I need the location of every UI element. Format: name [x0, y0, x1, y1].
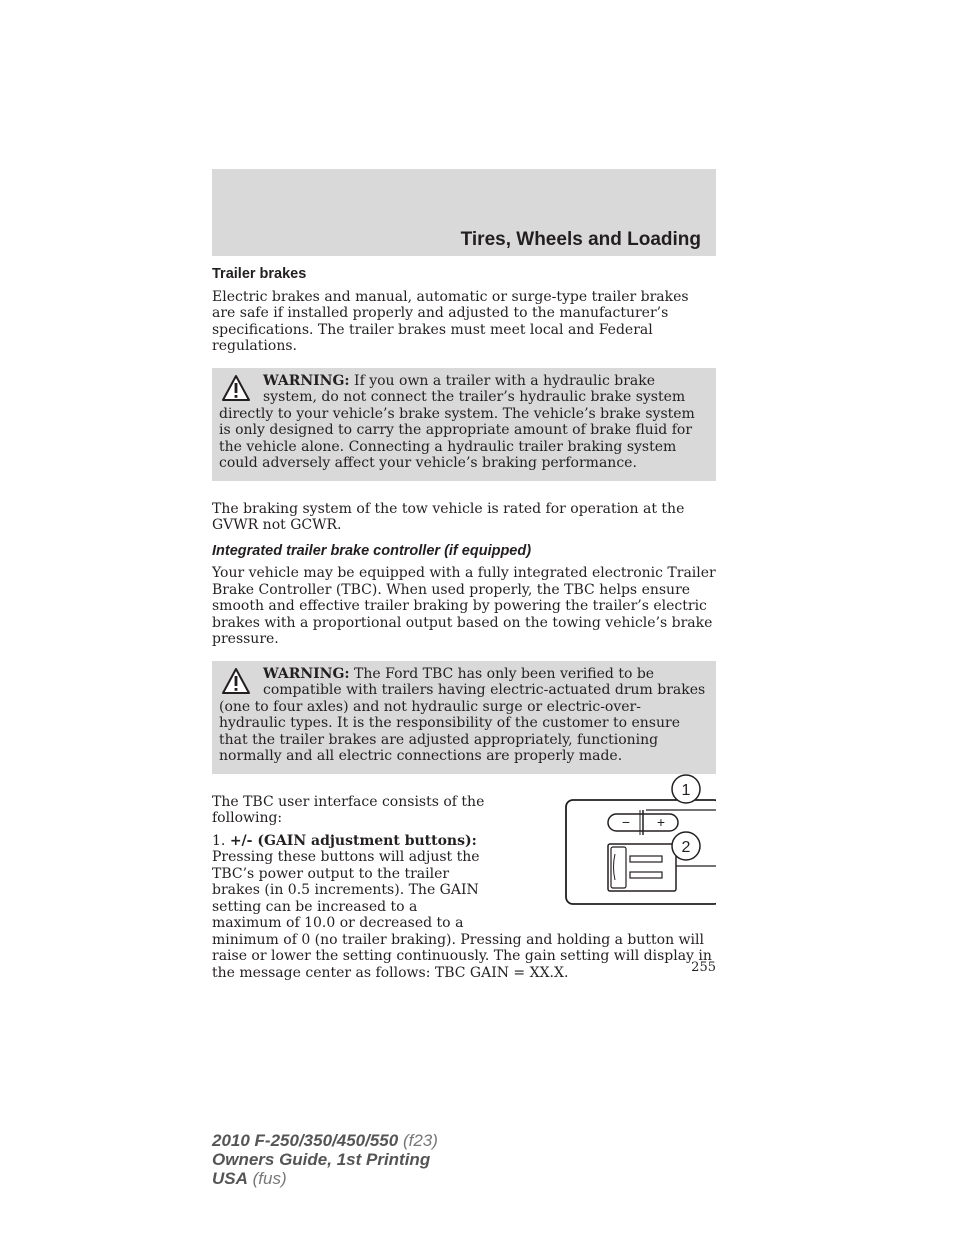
- tbc-intro: Your vehicle may be equipped with a fully integrated electronic Trailer Brake Controller (TBC). When used properly, the TBC helps ensure smooth and effective trailer braking by powering the trailer’s electric brakes with a proportional output based on the towing vehicle’s brake pressure.: [212, 565, 716, 647]
- page-number: 255: [691, 960, 716, 975]
- tbc-interface-section: [212, 794, 716, 982]
- warning-triangle-icon: [221, 667, 251, 695]
- warning-triangle-icon: [221, 374, 251, 402]
- footer-guide: Owners Guide, 1st Printing: [212, 1150, 431, 1169]
- item-number: 1.: [212, 832, 230, 849]
- warning-text: The Ford TBC has only been verified to be compatible with trailers having electric-actuated drum brakes (one to four axles) and not hydraulic surge or electric-over-hydraulic types. It is the responsibility of the customer to ensure that the trailer brakes are adjusted appropriately, functioning normally and all electric connections are properly made.: [219, 665, 706, 764]
- warning-box-tbc: [212, 661, 716, 774]
- footer-model: 2010 F-250/350/450/550: [212, 1131, 399, 1150]
- section-title: Tires, Wheels and Loading: [460, 229, 701, 250]
- warning-text: If you own a trailer with a hydraulic brake system, do not connect the trailer’s hydraulic brake system directly to your vehicle’s brake system. The vehicle’s brake system is only designed to carry the appropriate amount of brake fluid for the vehicle alone. Connecting a hydraulic trailer braking system could adversely affect your vehicle’s braking performance.: [219, 372, 695, 471]
- section-header-bar: [212, 169, 716, 256]
- document-footer: [212, 1131, 438, 1188]
- item-label: +/- (GAIN adjustment buttons):: [229, 832, 477, 849]
- heading-trailer-brakes: Trailer brakes: [212, 266, 307, 282]
- tbc-callouts: [660, 770, 710, 865]
- item-text: Pressing these buttons will adjust the TBC’s power output to the trailer brakes (in 0.5 increments). The GAIN setting can be increased to a maximum of 10.0 or decreased to a minimum of 0 (no trailer braking). Pressing and holding a button will raise or lower the setting continuously. The gain setting will display in the message center as follows: TBC GAIN = XX.X.: [212, 849, 712, 981]
- footer-model-code: (f23): [398, 1131, 438, 1150]
- tbc-ui-intro: The TBC user interface consists of the following:: [212, 793, 485, 826]
- warning-label: WARNING:: [263, 372, 350, 389]
- braking-rating-text: The braking system of the tow vehicle is rated for operation at the GVWR not GCWR.: [212, 500, 685, 533]
- gain-minus-symbol: −: [621, 813, 631, 830]
- callout-2-label: 2: [681, 839, 691, 856]
- trailer-brakes-intro: Electric brakes and manual, automatic or surge-type trailer brakes are safe if installed properly and adjusted to the manufacturer’s specifications. The trailer brakes must meet local and Federal regulations.: [212, 288, 689, 354]
- page-content: [212, 266, 716, 981]
- warning-box-hydraulic: [212, 368, 716, 481]
- footer-region: USA: [212, 1169, 248, 1188]
- gain-plus-symbol: +: [656, 813, 666, 830]
- footer-region-code: (fus): [247, 1169, 287, 1188]
- callout-1-label: 1: [681, 782, 691, 799]
- warning-label: WARNING:: [263, 665, 350, 682]
- heading-tbc: Integrated trailer brake controller (if equipped): [212, 542, 532, 559]
